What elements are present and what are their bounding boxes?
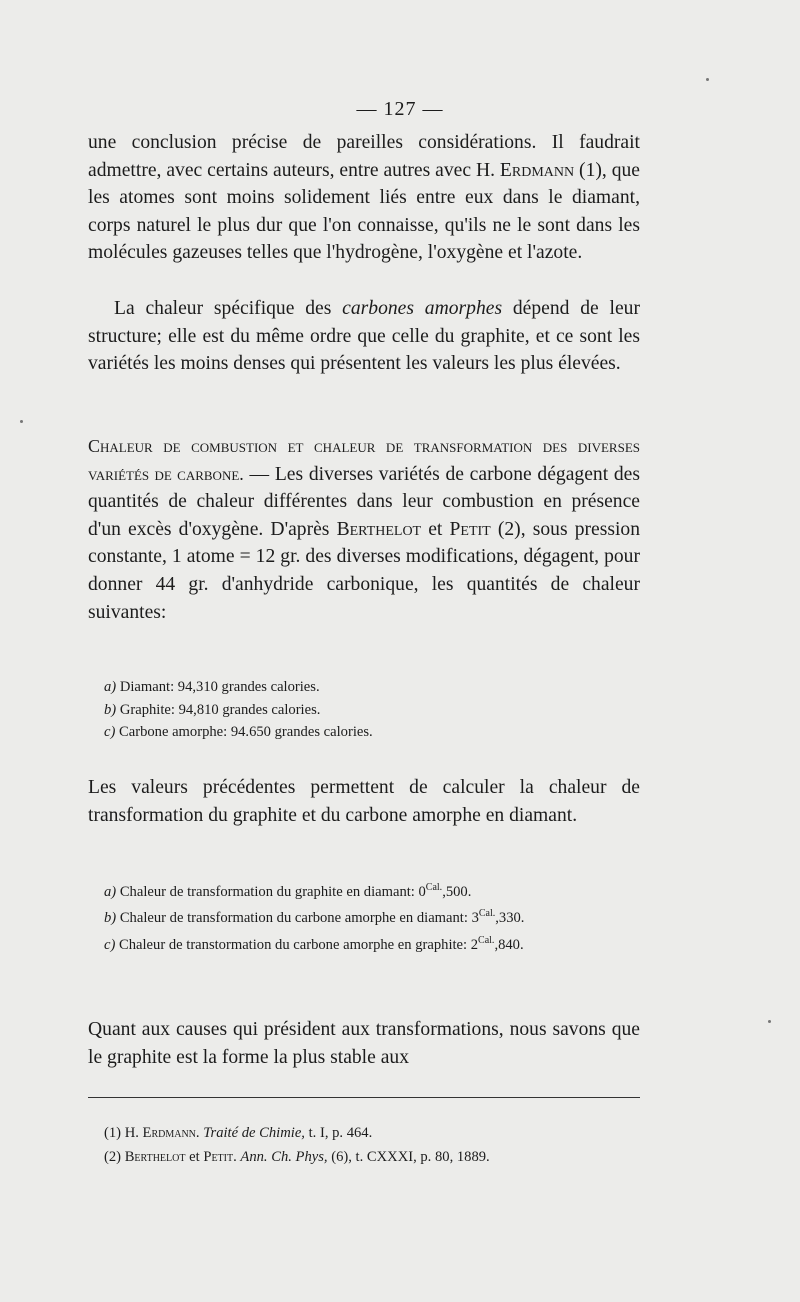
transformation-heat-list [88, 877, 640, 956]
list-marker: b) [104, 910, 117, 927]
list-text: Graphite: 94,810 grandes calories. [116, 701, 321, 718]
paragraph-text: (2), sous pression constante, 1 atome = 12 gr. des diverses modifications, dégagent, pour donner 44 gr. d'anhydride carbonique, les quantités de chaleur suivantes: [88, 518, 641, 623]
footnote-text: t. I, p. 464. [304, 1125, 373, 1141]
italic-term: carbones amorphes [342, 298, 503, 319]
author-name: Erdmann [499, 159, 575, 181]
paper-speck [768, 1020, 771, 1023]
paragraph-text: une conclusion précise de pareilles considérations. Il faudrait admettre, avec certains auteurs, entre autres avec H. [88, 132, 640, 181]
paragraph-transformation-intro: Les valeurs précédentes permettent de calculer la chaleur de transformation du graphite et du carbone amorphe en diamant. [88, 777, 640, 826]
author-name: Berthelot [336, 518, 422, 540]
paper-speck [20, 420, 23, 423]
list-marker: c) [104, 724, 116, 740]
paragraph-text: La chaleur spécifique des [114, 298, 343, 319]
paragraph-conclusion [88, 129, 640, 267]
paragraph-text: dépend de leur structure; elle est du même ordre que celle du graphite, et ce sont les variétés les moins denses qui présentent les valeurs les plus élevées. [88, 298, 641, 375]
footnote-text: (6), t. CXXXI, p. 80, 1889. [327, 1149, 490, 1165]
footnote-text: et [185, 1149, 204, 1165]
paragraph-text: et [421, 518, 450, 540]
list-text: Chaleur de transformation du graphite en diamant: 0 [116, 883, 426, 900]
list-text: Diamant: 94,310 grandes calories. [116, 679, 320, 695]
author-name: Petit [449, 518, 491, 540]
list-text: Chaleur de transformation du carbone amorphe en diamant: 3 [116, 910, 479, 927]
list-text: Carbone amorphe: 94.650 grandes calories. [115, 724, 373, 740]
footnote-author: Petit. [203, 1149, 237, 1165]
section-heading: Chaleur de combustion et chaleur de transformation des diverses variétés de carbone. [88, 436, 640, 484]
list-marker: c) [104, 936, 116, 953]
paragraph-causes: Quant aux causes qui président aux transformations, nous savons que le graphite est la forme la plus stable aux [88, 1019, 640, 1068]
footnote-author: H. Erdmann. [124, 1125, 200, 1141]
list-value: ,840. [494, 936, 524, 953]
list-value: ,500. [442, 883, 472, 900]
footnote-journal: Ann. Ch. Phys, [240, 1149, 328, 1165]
footnotes [104, 1121, 644, 1169]
list-value: ,330. [495, 910, 525, 927]
section-combustion [88, 433, 640, 626]
footnote-marker: (1) [104, 1125, 122, 1141]
paragraph-specific-heat [88, 295, 640, 378]
paper-speck [706, 78, 709, 81]
unit-superscript: Cal. [425, 882, 443, 893]
list-item [104, 676, 644, 699]
footnote-divider [88, 1097, 640, 1098]
list-marker: b) [104, 701, 117, 718]
list-item [88, 877, 640, 903]
combustion-heat-list [104, 676, 644, 744]
paragraph-text: — Les diverses variétés de carbone dégagent des quantités de chaleur différentes dans leur combustion en présence d'un excès d'oxygène. D'après [88, 463, 640, 540]
unit-superscript: Cal. [478, 934, 495, 946]
list-item [104, 699, 644, 722]
paragraph-text: (1), que les atomes sont moins solidement liés entre eux dans le diamant, corps naturel le plus dur que l'on connaisse, qu'ils ne le sont dans les molécules gazeuses telles que l'hydrogène, l'oxygène et l'azote. [88, 159, 640, 264]
list-marker: a) [104, 679, 117, 695]
page-number: — 127 — [356, 98, 444, 120]
footnote-title: Traité de Chimie, [203, 1125, 305, 1141]
footnote-2 [104, 1145, 644, 1169]
list-item [88, 903, 640, 929]
footnote-1 [104, 1121, 644, 1145]
list-item [88, 930, 640, 956]
list-marker: a) [104, 883, 117, 900]
footnote-author: Berthelot [124, 1149, 186, 1165]
footnote-marker: (2) [104, 1149, 122, 1165]
list-text: Chaleur de transtormation du carbone amorphe en graphite: 2 [115, 936, 479, 953]
unit-superscript: Cal. [478, 908, 496, 920]
list-item [104, 721, 644, 744]
